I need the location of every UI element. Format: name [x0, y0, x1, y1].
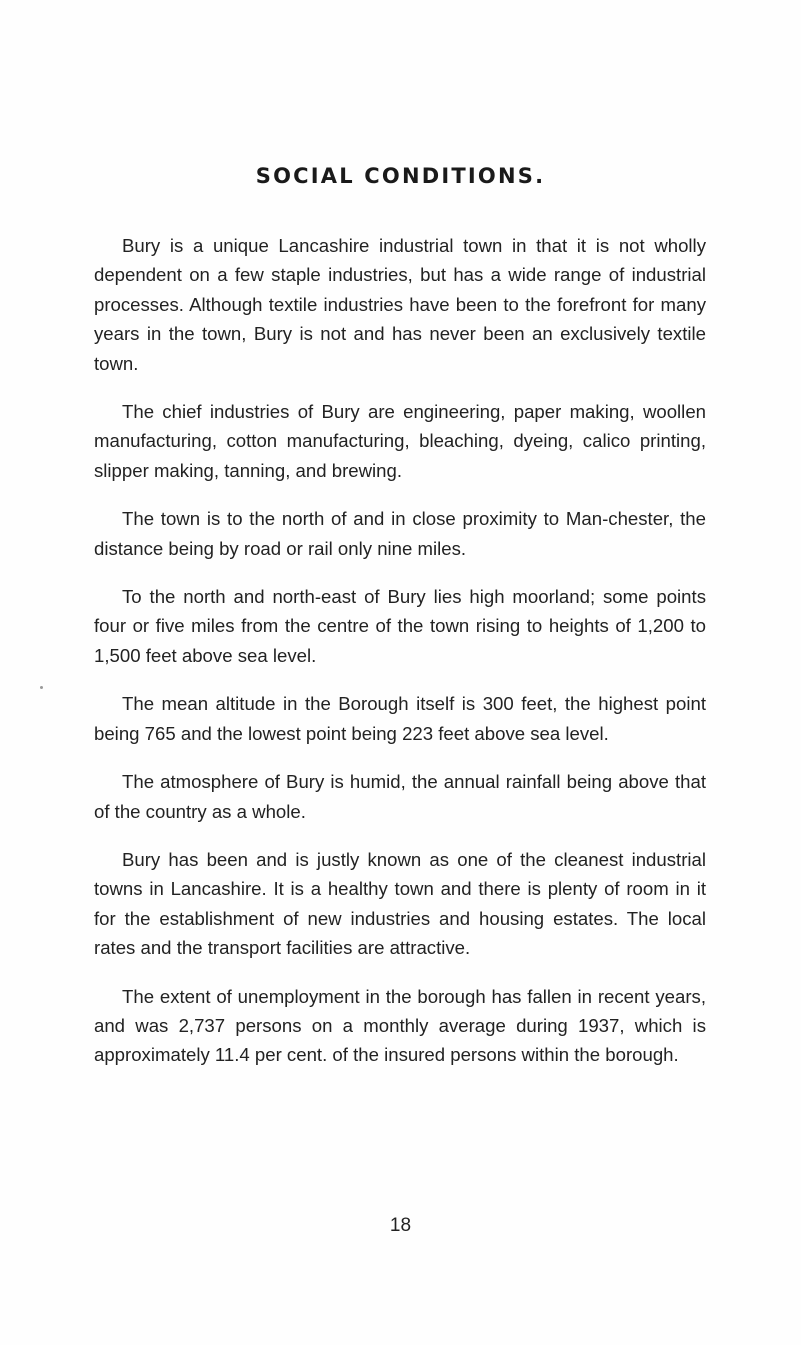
body-text	[94, 231, 706, 1089]
paragraph-atmosphere: The atmosphere of Bury is humid, the annual rainfall being above that of the country as a whole.	[94, 771, 706, 822]
scan-speck	[40, 686, 43, 689]
paragraph-chief-industries: The chief industries of Bury are engineering, paper making, woollen manufacturing, cotton manufacturing, bleaching, dyeing, calico printing, slipper making, tanning, and brewing.	[94, 401, 706, 481]
section-heading: SOCIAL CONDITIONS.	[255, 164, 546, 188]
paragraph-cleanest-town: Bury has been and is justly known as one of the cleanest industrial towns in Lancashire. It is a healthy town and there is plenty of room in it for the establishment of new industries and housing estates. The local rates and the transport facilities are attractive.	[94, 848, 706, 959]
paragraph-industrial-town: Bury is a unique Lancashire industrial town in that it is not wholly dependent on a few staple industries, but has a wide range of industrial processes. Although textile industries have been to the forefront for many years in the town, Bury is not and has never been an exclusively textile town.	[94, 235, 706, 374]
paragraph-unemployment: The extent of unemployment in the borough has fallen in recent years, and was 2,737 persons on a monthly average during 1937, which is approximately 11.4 per cent. of the insured persons within the borough.	[94, 985, 706, 1066]
page-number: 18	[389, 1215, 412, 1236]
paragraph-altitude: The mean altitude in the Borough itself is 300 feet, the highest point being 765 and the lowest point being 223 feet above sea level.	[94, 693, 706, 744]
paragraph-location: The town is to the north of and in close proximity to Man-chester, the distance being by road or rail only nine miles.	[94, 508, 706, 559]
paragraph-moorland: To the north and north-east of Bury lies high moorland; some points four or five miles from the centre of the town rising to heights of 1,200 to 1,500 feet above sea level.	[94, 586, 706, 666]
